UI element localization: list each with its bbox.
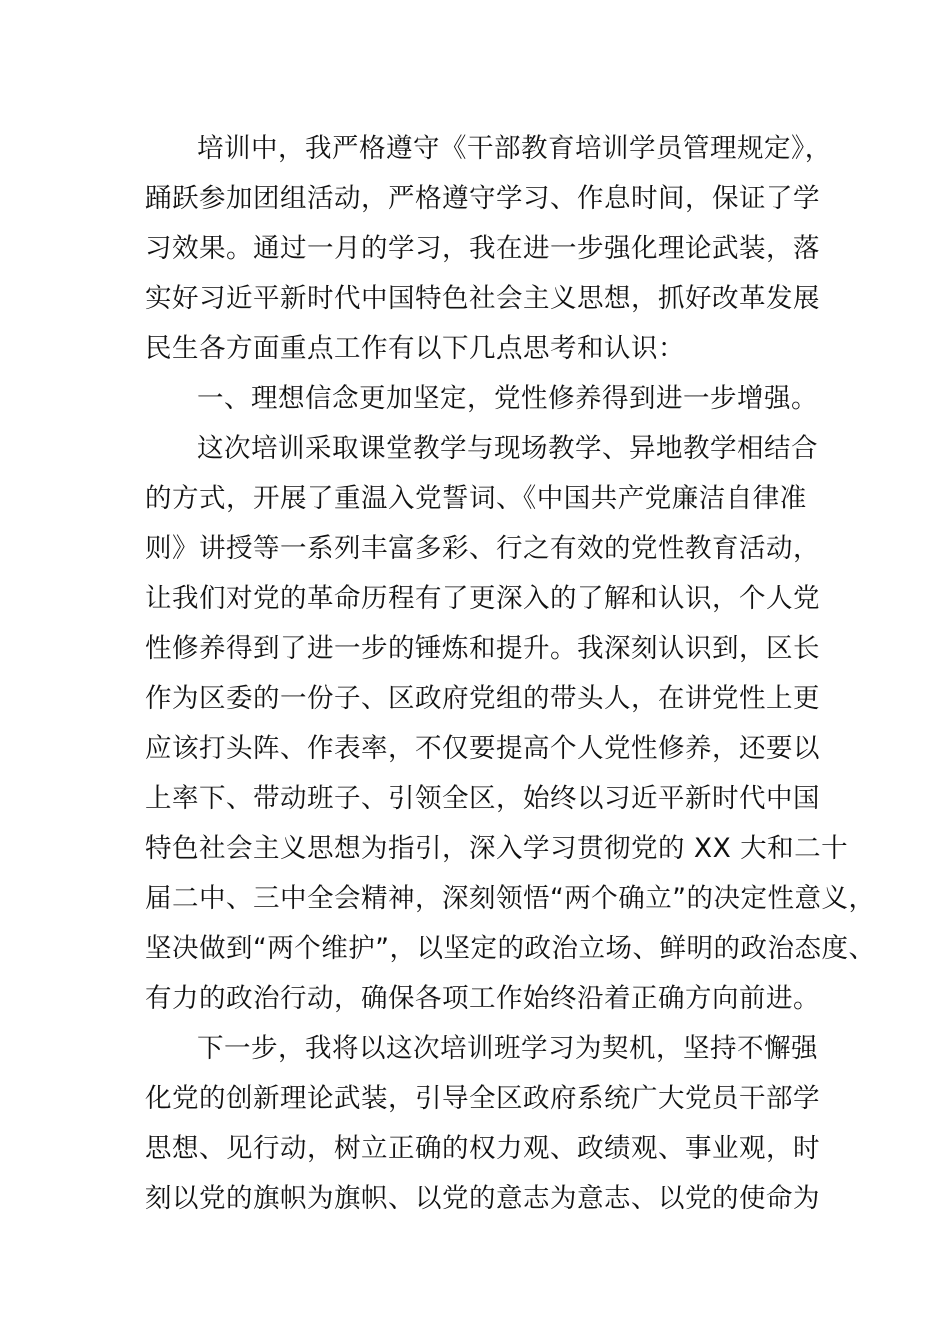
text-line: 下一步，我将以这次培训班学习为契机，坚持不懈强 xyxy=(197,1033,818,1064)
text-line: 坚决做到“两个维护”，以坚定的政治立场、鲜明的政治态度、 xyxy=(145,933,876,964)
text-line: 上率下、带动班子、引领全区，始终以习近平新时代中国 xyxy=(145,783,820,814)
text-line: 应该打头阵、作表率，不仅要提高个人党性修养，还要以 xyxy=(145,733,820,764)
text-line: 刻以党的旗帜为旗帜、以党的意志为意志、以党的使命为 xyxy=(145,1183,820,1214)
text-line: 习效果。通过一月的学习，我在进一步强化理论武装，落 xyxy=(145,233,820,264)
text-line: 的方式，开展了重温入党誓词、《中国共产党廉洁自律准 xyxy=(145,483,807,514)
text-line: 性修养得到了进一步的锤炼和提升。我深刻认识到，区长 xyxy=(145,633,820,664)
document-body xyxy=(145,124,876,1224)
text-line: 则》讲授等一系列丰富多彩、行之有效的党性教育活动， xyxy=(145,533,820,564)
text-line: 培训中，我严格遵守《干部教育培训学员管理规定》， xyxy=(197,133,832,164)
section-heading: 一、理想信念更加坚定，党性修养得到进一步增强。 xyxy=(197,383,818,414)
text-line: 有力的政治行动，确保各项工作始终沿着正确方向前进。 xyxy=(145,983,820,1014)
text-line: 特色社会主义思想为指引，深入学习贯彻党的 XX 大和二十 xyxy=(145,833,849,864)
text-line: 踊跃参加团组活动，严格遵守学习、作息时间，保证了学 xyxy=(145,183,820,214)
text-line: 民生各方面重点工作有以下几点思考和认识： xyxy=(145,333,685,364)
text-line: 实好习近平新时代中国特色社会主义思想，抓好改革发展 xyxy=(145,283,820,314)
text-line: 思想、见行动，树立正确的权力观、政绩观、事业观，时 xyxy=(145,1133,820,1164)
text-line: 作为区委的一份子、区政府党组的带头人，在讲党性上更 xyxy=(145,683,820,714)
text-line: 化党的创新理论武装，引导全区政府系统广大党员干部学 xyxy=(145,1083,820,1114)
text-line: 让我们对党的革命历程有了更深入的了解和认识，个人党 xyxy=(145,583,820,614)
text-line: 这次培训采取课堂教学与现场教学、异地教学相结合 xyxy=(197,433,818,464)
text-line: 届二中、三中全会精神，深刻领悟“两个确立”的决定性意义， xyxy=(145,883,876,914)
